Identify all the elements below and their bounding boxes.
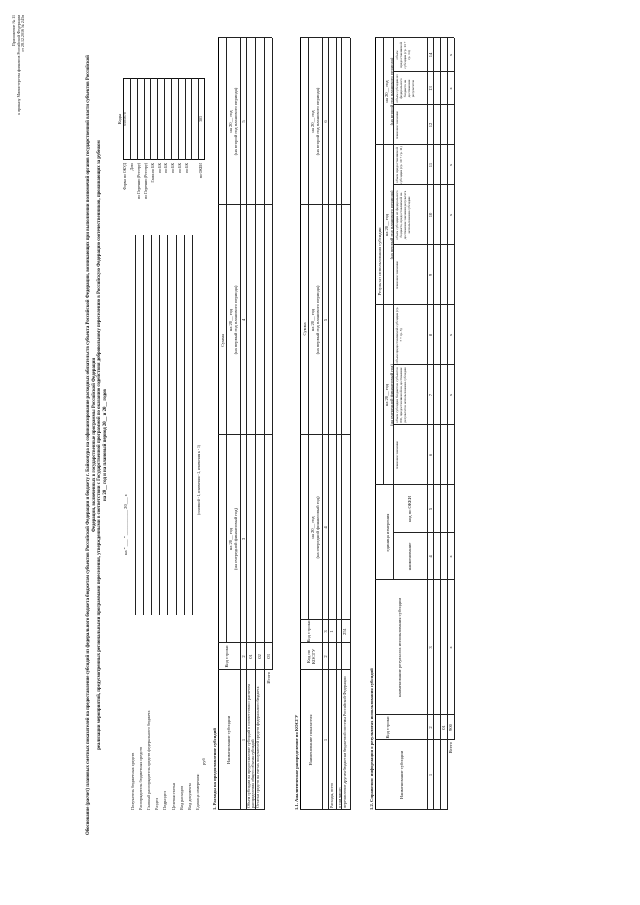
row-name: Расходы, всего: [329, 782, 334, 808]
year-header: на 20__ год: [310, 516, 315, 539]
codes-row-line: [137, 78, 138, 160]
year-header: на 20__ год: [384, 213, 389, 237]
header-label: Главный распорядитель средств федерального бюджета: [146, 710, 152, 810]
codes-label: Дата: [130, 163, 135, 171]
header-label: Вид расходов: [178, 785, 184, 810]
year-desc: (на первый год планового периода): [388, 190, 394, 260]
header-label: Распорядитель бюджетных средств: [138, 747, 144, 810]
codes-row-line: [150, 78, 151, 160]
row-name: перечисление другим бюджетам бюджетной системы Российской Федерации: [342, 676, 347, 808]
appendix-line-2: к приказу Министерства финансов Российской Федерации: [15, 15, 21, 115]
year-desc: (на очередной финансовый год): [233, 507, 238, 571]
results-header: Результат использования субсидии: [376, 227, 382, 296]
grid-line: [328, 38, 329, 810]
header-underline: [192, 235, 193, 615]
unit-name-header: наименование: [407, 542, 412, 571]
date-line: на " ___ " ___________ 20___ г.: [123, 493, 128, 555]
column-number: 12: [427, 122, 433, 128]
year-desc: (на второй год планового периода): [388, 57, 394, 126]
subcol-header: объем субсидии бюджетам субъектов РФ, предоставляемой на достижение результатов использования субсидии: [395, 367, 407, 423]
column-number: 2: [427, 726, 433, 729]
section12-title: 1.2. Справочно: информация о результатах использования субсидий: [369, 668, 374, 810]
column-number: 5: [240, 120, 246, 123]
col-result-header: наименование результата использования субсидии: [397, 598, 402, 697]
column-number: 4: [427, 555, 433, 558]
codes-label: Форма по ОКУД: [123, 163, 128, 190]
row-code: 01: [248, 654, 253, 659]
codes-value: 0505678: [123, 112, 128, 126]
row-code: 900: [448, 724, 453, 731]
x-mark: x: [448, 213, 453, 217]
column-number: 1: [427, 773, 433, 777]
total-label: Всего: [448, 742, 453, 754]
appendix-line-1: Приложение № 11: [11, 15, 16, 47]
total-code: 03: [265, 654, 271, 659]
column-number: 7: [427, 393, 433, 397]
x-mark: x: [448, 393, 453, 397]
subcol-header: объем предоставляемой субсидии (гр. 13 + гр. 14): [395, 41, 411, 69]
column-number: 2: [322, 655, 328, 658]
codes-label: по БК: [171, 163, 176, 173]
unit-header: единица измерения: [385, 513, 390, 552]
year-desc: (на второй год планового периода): [315, 87, 320, 156]
col-name-header: Наименование субсидии: [399, 750, 404, 800]
codes-label: по БК: [178, 163, 183, 173]
year-header: на 20__ год: [228, 308, 233, 332]
row-code: 1: [329, 630, 334, 633]
grid-line: [375, 809, 447, 810]
codes-row-line: [130, 78, 131, 160]
codes-row-line: [185, 78, 186, 160]
x-mark: x: [448, 333, 453, 337]
column-number: 9: [427, 273, 433, 277]
codes-label: по Перечню (Реестру): [143, 163, 148, 199]
grid-line: [393, 244, 454, 245]
year-desc: (на очередной финансовый год): [315, 496, 320, 559]
unit-value: руб: [201, 758, 206, 765]
x-mark: x: [448, 163, 453, 167]
codes-header: Коды: [117, 113, 122, 125]
header-underline: [143, 235, 144, 615]
total-label: Итого: [265, 672, 271, 684]
codes-label: по ОКЕИ: [198, 163, 203, 179]
codes-label: по БК: [184, 163, 189, 173]
appendix-line-3: от 28.12.2016 № 243н: [20, 15, 26, 52]
appendix-note: [12, 15, 26, 145]
year-header: на 20__ год: [228, 110, 233, 133]
year-header: на 20__ год: [310, 308, 315, 332]
sum-header: Сумма: [219, 334, 225, 348]
year-desc: (на второй год планового периода): [233, 87, 238, 156]
header-underline: [151, 235, 152, 615]
grid-line: [272, 38, 273, 670]
col-code-header: Код строки: [306, 620, 311, 643]
column-number: 10: [427, 212, 433, 218]
column-number: 3: [240, 537, 246, 541]
year-desc: (на первый год планового периода): [233, 285, 238, 355]
codes-row-line: [191, 78, 192, 160]
codes-label: Глава по БК: [150, 163, 155, 183]
grid-line: [308, 38, 309, 620]
grid-line: [454, 38, 455, 740]
codes-row-line: [144, 78, 145, 160]
year-desc: (на первый год планового периода): [315, 285, 320, 355]
col-kosgu-header: Код по КОСГУ: [306, 648, 317, 665]
codes-row-line: [171, 78, 172, 160]
column-number: 5: [322, 318, 328, 322]
column-number: 8: [427, 333, 433, 337]
year-header: на 20__ год: [384, 383, 389, 407]
subcol-header: объем предоставляемой субсидии (гр. 10 + гр. 11): [395, 146, 403, 184]
row-code: 251: [342, 628, 347, 635]
title-line-2: реализации мероприятий, предусмотренных региональными программами переселения, утвержденными в соответствии с Государственной программой по оказанию содействия добровольному переселению в Российскую Федерацию соотечественников, проживающих за рубежом: [97, 140, 103, 750]
year-header: на 20__ год: [228, 527, 233, 551]
grid-line: [393, 184, 454, 185]
row-name: Объем субсидии на предоставление субсидий в соответствии с расчетом распределения общего объема субсидий: [245, 684, 255, 808]
codes-row-line: [164, 78, 165, 160]
column-number: 5: [427, 507, 433, 511]
col-name-header: Наименование показателя: [308, 714, 313, 766]
x-mark: x: [448, 555, 453, 558]
section11-title: 1.1. Аналитическое распределение по КОСГУ: [294, 714, 299, 810]
x-mark: x: [448, 646, 453, 649]
grid-line: [226, 38, 227, 643]
header-underline: [176, 235, 177, 615]
header-label: Подраздел: [162, 791, 168, 810]
grid-line: [393, 532, 454, 533]
x-mark: x: [448, 87, 453, 90]
header-label: Раздел: [154, 798, 160, 810]
column-number: 1: [322, 738, 328, 742]
subcol-header: плановое значение: [395, 441, 399, 469]
row-name: Остатки средств на счетах получателей средств федерального бюджета: [254, 686, 260, 808]
column-number: 3: [427, 646, 433, 649]
column-number: 11: [427, 162, 433, 168]
col-code-header: Код строки: [385, 716, 390, 739]
codes-row-line: [157, 78, 158, 160]
column-number: 4: [322, 526, 328, 529]
grid-line: [350, 38, 351, 810]
year-header: на 20__ год: [384, 80, 389, 103]
codes-label: по БК: [164, 163, 169, 173]
codes-row-line: [178, 78, 179, 160]
doc-kind-hint: (основной - 1, изменения - 2, изменения к - 3): [197, 445, 201, 515]
codes-value: 383: [198, 116, 203, 122]
column-number: 6: [322, 120, 328, 123]
title-line-3: на 20__ год и на плановый период 20__ и 20__ годов: [102, 389, 108, 501]
grid-line: [393, 364, 454, 365]
x-mark: x: [448, 53, 453, 57]
column-number: 6: [427, 453, 433, 457]
row-name: в том числе:: [337, 787, 342, 808]
header-label: Вид документа: [186, 783, 192, 810]
column-number: 2: [240, 655, 246, 658]
subcol-header: плановое значение: [395, 261, 399, 289]
grid-line: [393, 71, 454, 72]
subcol-header: плановое значение: [395, 111, 399, 139]
header-underline: [135, 235, 136, 615]
column-number: 3: [322, 630, 328, 633]
col-code-header: Код строки: [224, 645, 229, 668]
codes-label: по Перечню (Реестру): [137, 163, 142, 199]
grid-line: [393, 424, 454, 425]
year-header: на 20__ год: [310, 110, 315, 133]
unit-okei-header: код по ОКЕИ: [407, 495, 412, 523]
col-name-header: Наименование субсидии: [226, 715, 231, 765]
subcol-header: объем предоставляемой субсидии (гр. 7 + гр. 8): [395, 306, 403, 364]
document-title: [86, 55, 108, 835]
column-number: 14: [427, 52, 433, 58]
sum-header: Сумма: [301, 322, 307, 336]
header-label: Целевая статья: [170, 783, 176, 810]
header-label: Единица измерения:: [194, 773, 200, 810]
row-code: 01: [441, 725, 446, 730]
header-underline: [167, 235, 168, 615]
year-desc: (на очередной финансовый год): [388, 363, 394, 427]
column-number: 4: [240, 318, 246, 322]
section1-title: 1. Расходы на предоставление субсидий: [212, 728, 217, 810]
subcol-header: объем субсидии из федерального бюджета на достижение результатов: [395, 74, 415, 103]
header-label: Получатель бюджетных средств: [130, 752, 135, 810]
subcol-header: объем субсидии из федерального бюджета, предоставляемой на достижение значения результата использования субсидии: [395, 190, 411, 240]
header-underline: [159, 235, 160, 615]
row-code: 02: [257, 654, 262, 659]
header-underline: [184, 235, 185, 615]
column-number: 1: [240, 738, 246, 742]
grid-line: [336, 38, 337, 810]
column-number: 13: [427, 86, 433, 91]
grid-line: [393, 104, 454, 105]
codes-label: по БК: [157, 163, 162, 173]
title-line-1: Обоснование (расчет) плановых сметных показателей на предоставление субсидий из федерального бюджета бюджетам субъектов Российской Федерации и бюджету г. Байконура на софинансирование расходных обязательств субъекта Российской Федерации, возникающих при выполнении полномочий органов государственной власти субъектов Российской Федерации, включенных в государственные программы Российской Федерации: [86, 55, 97, 835]
